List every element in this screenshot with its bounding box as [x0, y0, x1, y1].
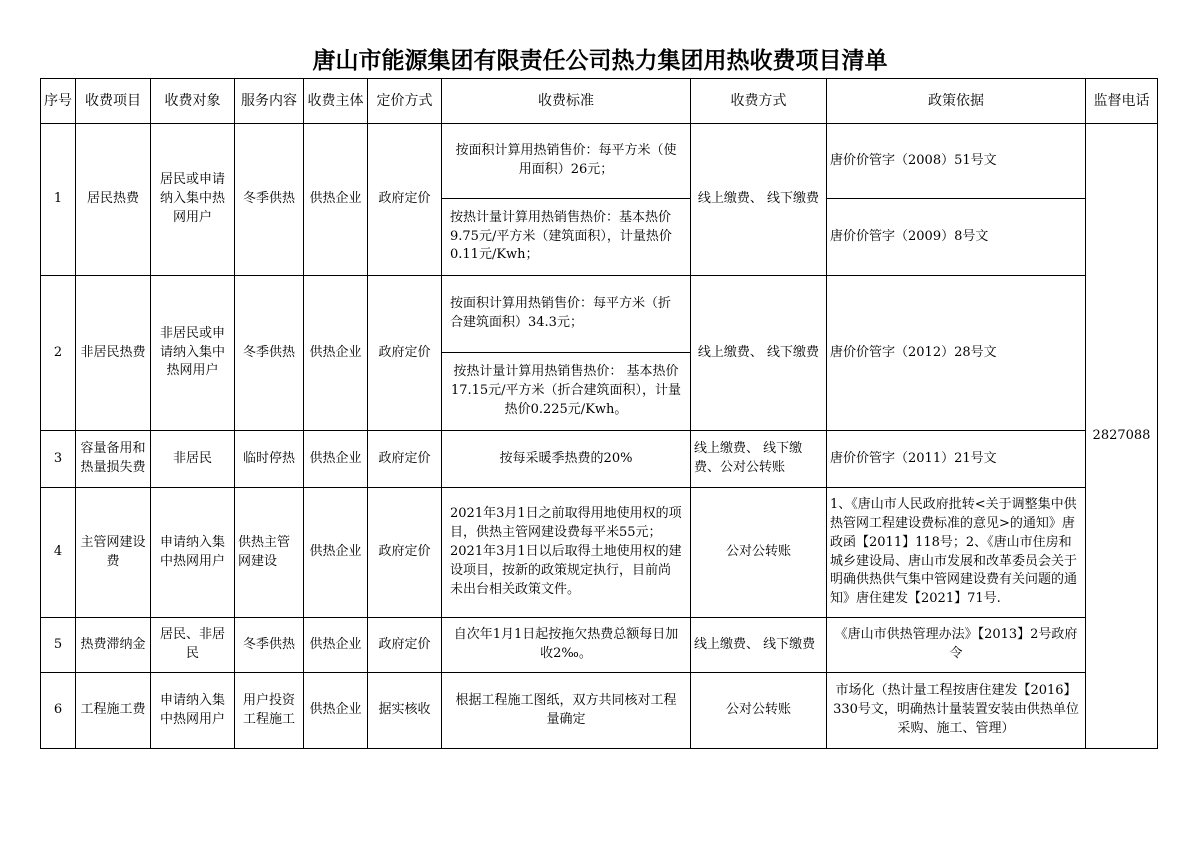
- cell-method: 线上缴费、 线下缴费: [691, 124, 827, 276]
- cell-item: 非居民热费: [76, 276, 151, 431]
- cell-pricing: 政府定价: [368, 431, 442, 488]
- cell-subject: 供热企业: [304, 618, 368, 673]
- cell-target: 居民或申请纳入集中热网用户: [151, 124, 235, 276]
- cell-service: 冬季供热: [235, 618, 304, 673]
- cell-service: 用户投资工程施工: [235, 673, 304, 749]
- cell-basis: 唐价价管字（2012）28号文: [827, 276, 1086, 431]
- cell-basis: 唐价价管字（2011）21号文: [827, 431, 1086, 488]
- table-row: [41, 431, 1158, 488]
- cell-target: 申请纳入集中热网用户: [151, 673, 235, 749]
- header-pricing: 定价方式: [368, 79, 442, 124]
- cell-method: 线上缴费、 线下缴费、公对公转账: [691, 431, 827, 488]
- table-header-row: [41, 79, 1158, 124]
- cell-standard: 按每采暖季热费的20%: [442, 431, 691, 488]
- cell-item: 热费滞纳金: [76, 618, 151, 673]
- cell-service: 临时停热: [235, 431, 304, 488]
- cell-target: 申请纳入集中热网用户: [151, 488, 235, 618]
- cell-subject: 供热企业: [304, 124, 368, 276]
- cell-method: 公对公转账: [691, 673, 827, 749]
- cell-seq: 4: [41, 488, 76, 618]
- cell-seq: 6: [41, 673, 76, 749]
- cell-item: 容量备用和热量损失费: [76, 431, 151, 488]
- cell-basis: 唐价价管字（2008）51号文: [827, 124, 1086, 199]
- header-basis: 政策依据: [827, 79, 1086, 124]
- cell-basis: 《唐山市供热管理办法》【2013】2号政府令: [827, 618, 1086, 673]
- cell-service: 冬季供热: [235, 124, 304, 276]
- cell-pricing: 政府定价: [368, 124, 442, 276]
- cell-item: 主管网建设费: [76, 488, 151, 618]
- cell-pricing: 政府定价: [368, 276, 442, 431]
- cell-target: 非居民或申请纳入集中热网用户: [151, 276, 235, 431]
- cell-target: 非居民: [151, 431, 235, 488]
- cell-seq: 3: [41, 431, 76, 488]
- cell-subject: 供热企业: [304, 276, 368, 431]
- cell-method: 线上缴费、 线下缴费: [691, 276, 827, 431]
- cell-subject: 供热企业: [304, 431, 368, 488]
- cell-seq: 5: [41, 618, 76, 673]
- cell-seq: 2: [41, 276, 76, 431]
- cell-service: 供热主管网建设: [235, 488, 304, 618]
- cell-subject: 供热企业: [304, 673, 368, 749]
- cell-pricing: 政府定价: [368, 618, 442, 673]
- cell-method: 公对公转账: [691, 488, 827, 618]
- header-standard: 收费标准: [442, 79, 691, 124]
- cell-seq: 1: [41, 124, 76, 276]
- table-row: [41, 124, 1158, 199]
- cell-standard: 按热计量计算用热销售热价：基本热价9.75元/平方米（建筑面积），计量热价0.11元/Kwh；: [442, 199, 691, 276]
- cell-item: 工程施工费: [76, 673, 151, 749]
- table-row: [41, 488, 1158, 618]
- cell-item: 居民热费: [76, 124, 151, 276]
- cell-standard: 自次年1月1日起按拖欠热费总额每日加收2‰。: [442, 618, 691, 673]
- cell-standard: 按面积计算用热销售价：每平方米（使用面积）26元；: [442, 124, 691, 199]
- cell-standard: 根据工程施工图纸，双方共同核对工程量确定: [442, 673, 691, 749]
- cell-basis: 唐价价管字（2009）8号文: [827, 199, 1086, 276]
- cell-pricing: 政府定价: [368, 488, 442, 618]
- table-row: [41, 276, 1158, 353]
- table-row: [41, 618, 1158, 673]
- fee-table: [40, 78, 1158, 749]
- cell-method: 线上缴费、 线下缴费: [691, 618, 827, 673]
- cell-target: 居民、非居民: [151, 618, 235, 673]
- header-phone: 监督电话: [1086, 79, 1158, 124]
- header-target: 收费对象: [151, 79, 235, 124]
- header-service: 服务内容: [235, 79, 304, 124]
- header-method: 收费方式: [691, 79, 827, 124]
- cell-standard: 按热计量计算用热销售热价： 基本热价17.15元/平方米（折合建筑面积），计量热价0.225元/Kwh。: [442, 353, 691, 431]
- header-item: 收费项目: [76, 79, 151, 124]
- cell-phone: 2827088: [1086, 124, 1158, 749]
- cell-subject: 供热企业: [304, 488, 368, 618]
- header-seq: 序号: [41, 79, 76, 124]
- cell-standard: 按面积计算用热销售价：每平方米（折合建筑面积）34.3元；: [442, 276, 691, 353]
- cell-pricing: 据实核收: [368, 673, 442, 749]
- cell-standard: 2021年3月1日之前取得用地使用权的项目，供热主管网建设费每平米55元；2021年3月1日以后取得土地使用权的建设项目，按新的政策规定执行，目前尚未出台相关政策文件。: [442, 488, 691, 618]
- cell-basis: 1、《唐山市人民政府批转<关于调整集中供热管网工程建设费标准的意见>的通知》唐政函【2011】118号；2、《唐山市住房和城乡建设局、唐山市发展和改革委员会关于明确供热供气集中管网建设费有关问题的通知》唐住建发【2021】71号.: [827, 488, 1086, 618]
- header-subject: 收费主体: [304, 79, 368, 124]
- table-row: [41, 673, 1158, 749]
- cell-service: 冬季供热: [235, 276, 304, 431]
- page-title: 唐山市能源集团有限责任公司热力集团用热收费项目清单: [312, 48, 888, 74]
- cell-basis: 市场化（热计量工程按唐住建发【2016】330号文，明确热计量装置安装由供热单位采购、施工、管理）: [827, 673, 1086, 749]
